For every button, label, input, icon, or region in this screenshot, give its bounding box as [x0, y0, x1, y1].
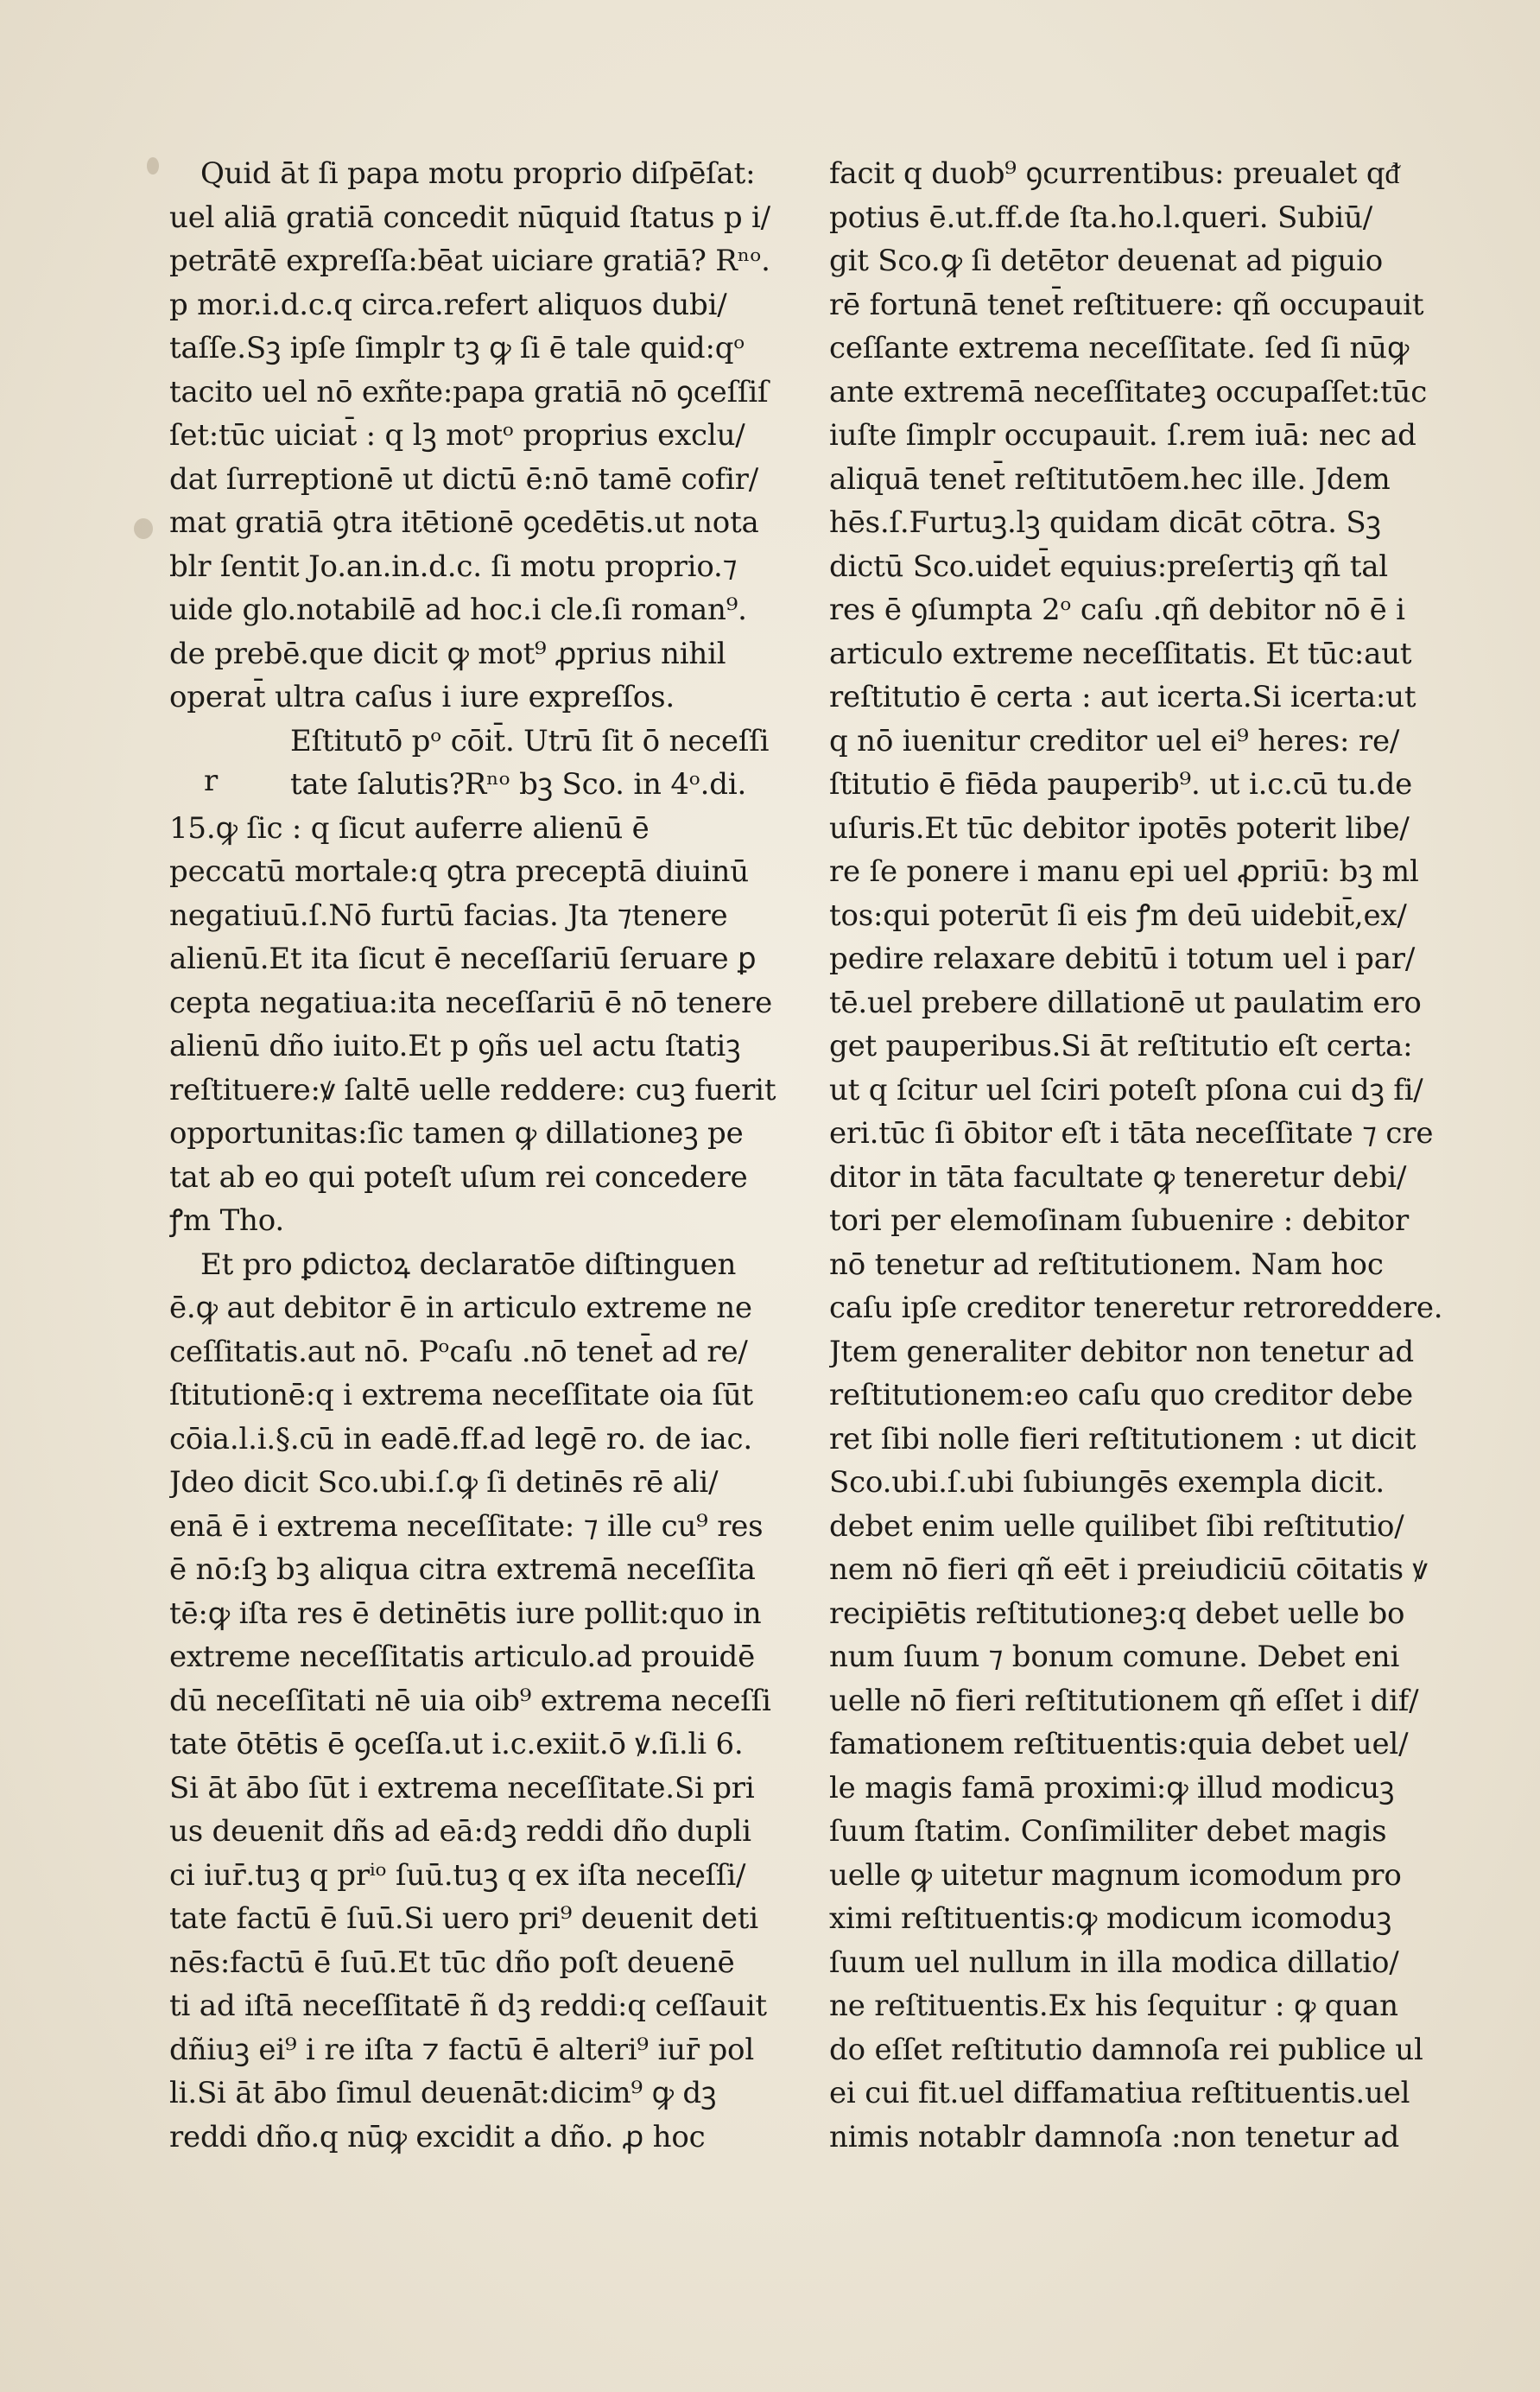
text-line: ē.ꝙ aut debitor ē in articulo extreme ne [169, 1291, 752, 1325]
text-line: li.Si āt ābo ſimul deuenāt:dicim⁹ ꝙ dꝫ [169, 2076, 717, 2110]
text-line: articulo extreme neceſſitatis. Et tūc:aut [829, 636, 1412, 671]
text-line: negatiuū.ſ.Nō furtū facias. Jta ⁊tenere [169, 898, 728, 933]
text-line: uelle ꝙ uitetur magnum icomodum pro [829, 1857, 1402, 1893]
text-line: nēs:factū ē ſuū.Et tūc dño poſt deuenē [169, 1945, 735, 1980]
ink-blot [147, 157, 159, 174]
text-line: tat ab eo qui poteſt uſum rei concedere [169, 1159, 748, 1195]
text-line: nimis notablr damnoſa :non tenetur ad [829, 2119, 1400, 2154]
text-line: ne reſtituentis.Ex his ſequitur : ꝙ quan [829, 1989, 1398, 2023]
text-line: ut q ſcitur uel ſciri poteſt pſona cui dꝫ fi/ [829, 1072, 1423, 1107]
text-line: ſtitutio ē fiēda pauperib⁹. ut i.c.cū tu.de [829, 767, 1413, 802]
text-line: cōia.l.i.§.cū in eadē.ff.ad legē ro. de iac. [169, 1421, 752, 1456]
text-line: Sco.ubi.ſ.ubi ſubiungēs exempla dicit. [829, 1465, 1385, 1500]
text-line: reſtitutionem:eo caſu quo creditor debe [829, 1378, 1413, 1412]
text-line: dñiuꝫ ei⁹ i re iſta ⁊ factū ē alteri⁹ iur̄ pol [169, 2032, 754, 2067]
text-line: iuſte ſimplr occupauit. ſ.rem iuā: nec ad [829, 418, 1416, 453]
margin-mark: r [204, 764, 219, 798]
text-line: opportunitas:ſic tamen ꝙ dillationeꝫ pe [169, 1116, 744, 1151]
text-line: tē.uel prebere dillationē ut paulatim ero [829, 985, 1422, 1020]
text-line: us deuenit dñs ad eā:dꝫ reddi dño dupli [169, 1814, 751, 1849]
text-line: ceſſante extrema neceſſitate. ſed ſi nūꝙ [829, 331, 1410, 365]
text-line: peccatū mortale:q ꝯtra preceptā diuinū [169, 854, 749, 889]
text-line: ci iur̄.tuꝫ q prⁱᵒ ſuū.tuꝫ q ex iſta neceſſi/ [169, 1857, 746, 1893]
text-line: reſtituere:ꝟ ſaltē uelle reddere: cuꝫ fuerit [169, 1072, 776, 1107]
text-line: ſuum uel nullum in illa modica dillatio/ [829, 1945, 1399, 1980]
text-line: alienū dño iuito.Et p ꝯñs uel actu ſtatiꝫ [169, 1029, 741, 1063]
text-line: reddi dño.q nūꝙ excidit a dño. ꝓ hoc [169, 2119, 706, 2154]
text-line: extreme neceſſitatis articulo.ad prouidē [169, 1640, 755, 1674]
text-line: caſu ipſe creditor teneretur retroreddere. [829, 1291, 1443, 1325]
text-line: git Sco.ꝙ ſi detētor deuenat ad piguio [829, 244, 1384, 278]
text-line: ei cui fit.uel diffamatiua reſtituentis.uel [829, 2076, 1410, 2110]
ink-blot [134, 518, 153, 539]
text-line: ceſſitatis.aut nō. Pᵒcaſu .nō tenet̄ ad re/ [169, 1334, 748, 1369]
text-line: p mor.i.d.c.q circa.refert aliquos dubi/ [169, 287, 727, 322]
text-line: nō tenetur ad reſtitutionem. Nam hoc [829, 1247, 1384, 1282]
text-line: tos:qui poterūt ſi eis ꝭm deū uidebit̄,ex/ [829, 898, 1407, 933]
text-line: enā ē i extrema neceſſitate: ⁊ ille cu⁹ res [169, 1508, 764, 1544]
text-line: debet enim uelle quilibet ſibi reſtitutio/ [829, 1508, 1404, 1544]
text-line: hēs.ſ.Furtuꝫ.lꝫ quidam dicāt cōtra. Sꝫ [829, 505, 1381, 540]
text-line: q nō iuenitur creditor uel ei⁹ heres: re/ [829, 723, 1400, 758]
left-text-column [169, 152, 804, 2159]
text-line: ꝭm Tho. [169, 1203, 285, 1238]
text-line: reſtitutio ē certa : aut icerta.Si icerta:ut [829, 680, 1416, 714]
text-line: num ſuum ⁊ bonum comune. Debet eni [829, 1640, 1400, 1674]
text-line: aliquā tenet̄ reſtitutōem.hec ille. Jdem [829, 461, 1391, 497]
text-line: tate ſalutis?Rⁿᵒ bꝫ Sco. in 4ᵒ.di. [290, 767, 747, 802]
text-line: ti ad iſtā neceſſitatē ñ dꝫ reddi:q ceſſauit [169, 1989, 767, 2023]
text-line: operat̄ ultra caſus i iure expreſſos. [169, 680, 675, 714]
text-line: de prebē.que dicit ꝙ mot⁹ ꝓprius nihil [169, 636, 726, 671]
text-line: Si āt ābo ſūt i extrema neceſſitate.Si pri [169, 1770, 755, 1805]
text-line: tē:ꝙ iſta res ē detinētis iure pollit:quo in [169, 1596, 762, 1631]
text-line: petrātē expreſſa:bēat uiciare gratiā? Rⁿᵒ. [169, 244, 770, 278]
text-line: res ē ꝯſumpta 2ᵒ caſu .qñ debitor nō ē i [829, 593, 1405, 627]
text-line: tacito uel nō exñte:papa gratiā nō ꝯceſſiſ [169, 374, 769, 409]
text-line: do eſſet reſtitutio damnoſa rei publice ul [829, 2032, 1423, 2067]
text-line: famationem reſtituentis:quia debet uel/ [829, 1727, 1409, 1761]
text-line: re ſe ponere i manu epi uel ꝓpriū: bꝫ ml [829, 854, 1419, 889]
text-line: Eſtitutō pᵒ cōit̄. Utrū ſit ō neceſſi [290, 723, 770, 758]
text-line: ante extremā neceſſitateꝫ occupaſſet:tūc [829, 374, 1428, 409]
text-line: ximi reſtituentis:ꝙ modicum icomoduꝫ [829, 1901, 1392, 1936]
text-line: taſſe.Sꝫ ipſe ſimplr tꝫ ꝙ ſi ē tale quid:qᵒ [169, 331, 745, 365]
text-line: pedire relaxare debitū i totum uel i par/ [829, 942, 1416, 976]
text-line: Et pro ꝑdictoꝝ declaratōe diſtinguen [200, 1247, 737, 1282]
text-line: dictū Sco.uidet̄ equius:preſertiꝫ qñ tal [829, 549, 1388, 584]
text-line: ſtitutionē:q i extrema neceſſitate oia ſūt [169, 1378, 753, 1412]
text-line: get pauperibus.Si āt reſtitutio eſt certa: [829, 1029, 1413, 1063]
text-line: eri.tūc ſi ōbitor eſt i tāta neceſſitate ⁊ cre [829, 1116, 1434, 1151]
text-line: nem nō fieri qñ eēt i preiudiciū cōitatis ꝟ [829, 1552, 1428, 1587]
text-line: blr ſentit Jo.an.in.d.c. ſi motu proprio.⁊ [169, 549, 738, 584]
text-line: uide glo.notabilē ad hoc.i cle.ſi roman⁹. [169, 593, 747, 627]
text-line: ret ſibi nolle fieri reſtitutionem : ut dicit [829, 1421, 1416, 1456]
text-line: Jtem generaliter debitor non tenetur ad [829, 1334, 1414, 1369]
text-line: uelle nō fieri reſtitutionem qñ eſſet i dif/ [829, 1683, 1419, 1718]
text-line: potius ē.ut.ff.de ſta.ho.l.queri. Subiū/ [829, 200, 1372, 235]
text-line: 15.ꝙ ſic : q ſicut auferre alienū ē [169, 810, 650, 846]
right-text-column [829, 152, 1451, 2159]
text-line: tate factū ē ſuū.Si uero pri⁹ deuenit deti [169, 1901, 758, 1936]
text-line: ſuum ſtatim. Conſimiliter debet magis [829, 1814, 1387, 1849]
text-line: uſuris.Et tūc debitor ipotēs poterit libe/ [829, 810, 1410, 846]
text-line: dū neceſſitati nē uia oib⁹ extrema neceſſi [169, 1683, 771, 1718]
text-line: le magis famā proximi:ꝙ illud modicuꝫ [829, 1770, 1395, 1805]
text-line: ſet:tūc uiciat̄ : q lꝫ motᵒ proprius exclu/ [169, 418, 745, 453]
text-line: mat gratiā ꝯtra itētionē ꝯcedētis.ut nota [169, 505, 759, 540]
text-line: cepta negatiua:ita neceſſariū ē nō tenere [169, 985, 773, 1020]
text-line: facit q duob⁹ ꝯcurrentibus: preualet qᵭ [829, 156, 1400, 191]
text-line: tori per elemoſinam ſubuenire : debitor [829, 1203, 1410, 1238]
text-line: dat ſurreptionē ut dictū ē:nō tamē cofir/ [169, 461, 758, 497]
text-line: rē fortunā tenet̄ reſtituere: qñ occupauit [829, 287, 1424, 322]
text-line: uel aliā gratiā concedit nūquid ſtatus p i/ [169, 200, 770, 235]
text-line: recipiētis reſtitutioneꝫ:q debet uelle bo [829, 1596, 1405, 1631]
text-line: ditor in tāta facultate ꝙ teneretur debi/ [829, 1159, 1407, 1195]
text-line: Jdeo dicit Sco.ubi.ſ.ꝙ ſi detinēs rē ali/ [169, 1465, 719, 1500]
text-line: tate ōtētis ē ꝯceſſa.ut i.c.exiit.ō ꝟ.ſi.li 6. [169, 1727, 744, 1761]
text-line: alienū.Et ita ſicut ē neceſſariū ſeruare ꝑ [169, 942, 757, 976]
text-line: Quid āt ſi papa motu proprio diſpēſat: [200, 156, 756, 191]
text-line: ē nō:ſꝫ bꝫ aliqua citra extremā neceſſita [169, 1552, 756, 1587]
